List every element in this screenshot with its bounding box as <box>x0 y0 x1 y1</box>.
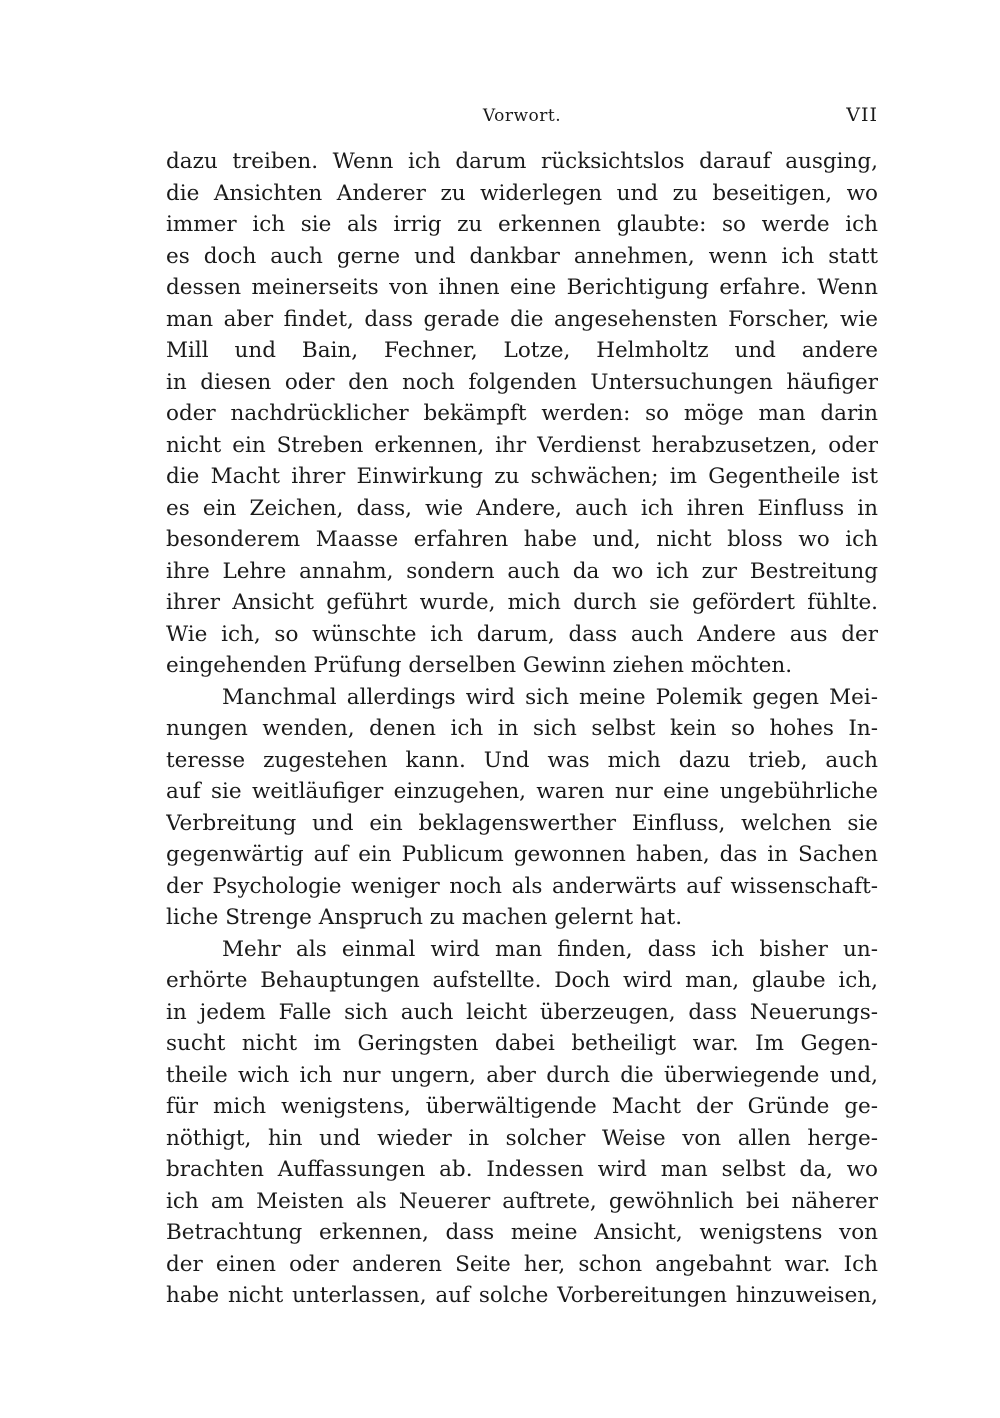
text-line: theile wich ich nur ungern, aber durch die überwiegende und, <box>166 1062 878 1088</box>
text-line: dazu treiben. Wenn ich darum rücksichtslos darauf ausging, <box>166 149 878 174</box>
text-line: liche Strenge Anspruch zu machen gelernt hat. <box>166 905 683 930</box>
text-line: Mehr als einmal wird man finden, dass ich bisher un- <box>222 936 878 962</box>
text-line: gegenwärtig auf ein Publicum gewonnen haben, das in Sachen <box>166 842 878 867</box>
text-line: die Macht ihrer Einwirkung zu schwächen; im Gegentheile ist <box>166 464 878 489</box>
text-line: oder nachdrücklicher bekämpft werden: so möge man darin <box>166 401 878 426</box>
page-number: VII <box>846 104 878 126</box>
text-line: es doch auch gerne und dankbar annehmen, wenn ich statt <box>166 243 878 269</box>
text-line: Mill und Bain, Fechner, Lotze, Helmholtz und andere <box>166 338 878 363</box>
text-line: sucht nicht im Geringsten dabei betheiligt war. Im Gegen- <box>166 1031 878 1056</box>
text-line: ihrer Ansicht geführt wurde, mich durch sie gefördert fühlte. <box>166 590 878 615</box>
text-line: nungen wenden, denen ich in sich selbst kein so hohes In- <box>166 716 878 741</box>
text-line: nöthigt, hin und wieder in solcher Weise von allen herge- <box>166 1125 878 1151</box>
text-line: ihre Lehre annahm, sondern auch da wo ich zur Bestreitung <box>166 558 878 584</box>
text-line: immer ich sie als irrig zu erkennen glaubte: so werde ich <box>166 212 878 237</box>
text-line: auf sie weitläufiger einzugehen, waren nur eine ungebührliche <box>166 779 878 804</box>
running-head <box>166 102 878 132</box>
text-line: die Ansichten Anderer zu widerlegen und zu beseitigen, wo <box>166 180 878 206</box>
body-text <box>166 146 878 1312</box>
text-line: brachten Auffassungen ab. Indessen wird man selbst da, wo <box>166 1157 878 1182</box>
text-line: habe nicht unterlassen, auf solche Vorbereitungen hinzuweisen, <box>166 1283 878 1308</box>
text-line: ich am Meisten als Neuerer auftrete, gewöhnlich bei näherer <box>166 1188 878 1214</box>
text-line: erhörte Behauptungen aufstellte. Doch wird man, glaube ich, <box>166 968 878 993</box>
text-line: nicht ein Streben erkennen, ihr Verdienst herabzusetzen, oder <box>166 432 878 458</box>
text-line: Betrachtung erkennen, dass meine Ansicht, wenigstens von <box>166 1220 878 1245</box>
text-line: für mich wenigstens, überwältigende Macht der Gründe ge- <box>166 1094 878 1119</box>
text-line: es ein Zeichen, dass, wie Andere, auch ich ihren Einfluss in <box>166 495 878 521</box>
running-title: Vorwort. <box>482 106 562 126</box>
text-line: Wie ich, so wünschte ich darum, dass auch Andere aus der <box>166 621 878 647</box>
text-line: der einen oder anderen Seite her, schon angebahnt war. Ich <box>166 1251 878 1277</box>
text-line: dessen meinerseits von ihnen eine Berichtigung erfahre. Wenn <box>166 275 878 300</box>
text-line: in jedem Falle sich auch leicht überzeugen, dass Neuerungs- <box>166 999 878 1025</box>
text-line: eingehenden Prüfung derselben Gewinn ziehen möchten. <box>166 653 793 678</box>
text-line: der Psychologie weniger noch als anderwärts auf wissenschaft- <box>166 873 878 899</box>
text-line: besonderem Maasse erfahren habe und, nicht bloss wo ich <box>166 527 878 552</box>
text-line: man aber findet, dass gerade die angesehensten Forscher, wie <box>166 306 878 332</box>
text-line: Manchmal allerdings wird sich meine Polemik gegen Mei- <box>222 684 878 710</box>
text-line: Verbreitung und ein beklagenswerther Einfluss, welchen sie <box>166 810 878 836</box>
text-line: teresse zugestehen kann. Und was mich dazu trieb, auch <box>166 747 878 773</box>
text-line: in diesen oder den noch folgenden Untersuchungen häufiger <box>166 369 878 395</box>
